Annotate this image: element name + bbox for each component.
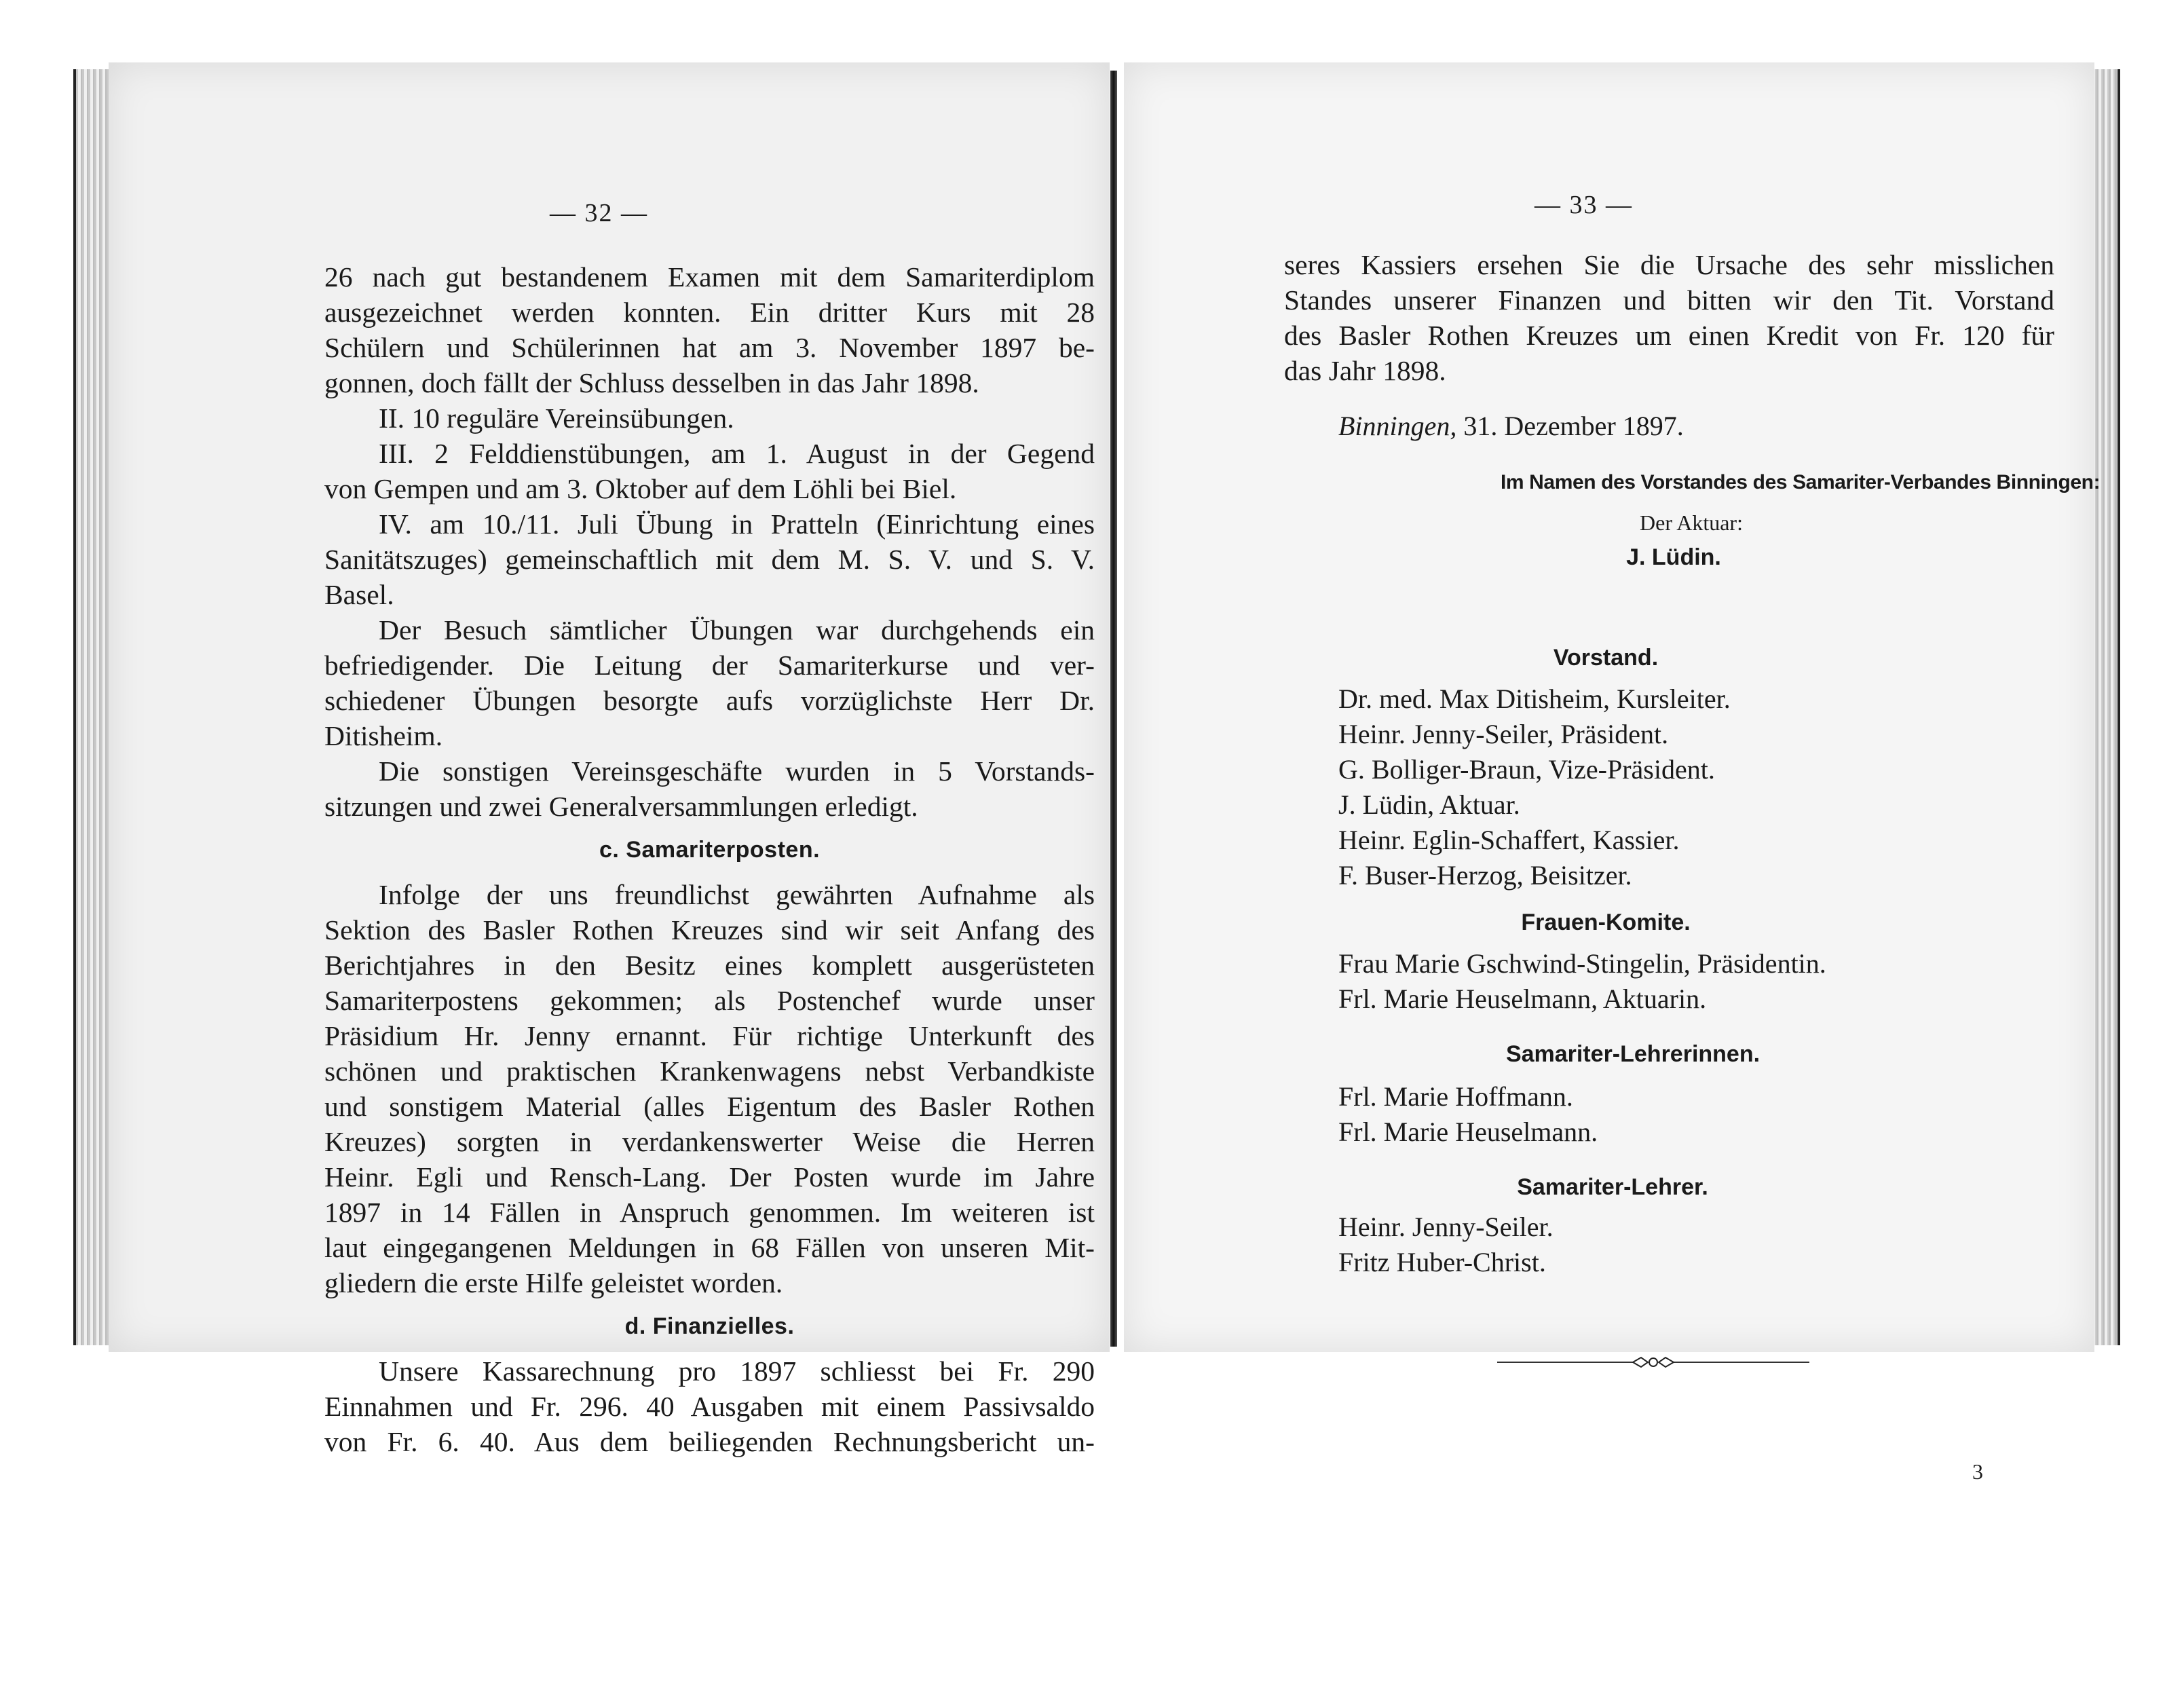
- list-item: F. Buser-Herzog, Beisitzer.: [1338, 860, 1632, 891]
- lehrer-list: [1338, 1210, 1554, 1280]
- paragraph-sonstige: Die sonstigen Vereinsgeschäfte wurden in 5 Vorstands-: [379, 755, 1095, 787]
- aktuar-label: Der Aktuar:: [1640, 510, 1743, 535]
- text-line: und sonstigem Material (alles Eigentum des Basler Rothen: [324, 1091, 1095, 1122]
- text-line: Ditisheim.: [324, 720, 443, 751]
- text-line: Samariterpostens gekommen; als Postenchef wurde unser: [324, 985, 1095, 1016]
- lehrer-heading: Samariter-Lehrer.: [1517, 1174, 1708, 1200]
- text-line: seres Kassiers ersehen Sie die Ursache des sehr misslichen: [1284, 249, 2054, 280]
- text-line: des Basler Rothen Kreuzes um einen Kredit von Fr. 120 für: [1284, 320, 2054, 351]
- right-page-edges: [2090, 69, 2120, 1345]
- date-value: 31. Dezember 1897.: [1463, 411, 1684, 441]
- list-item-iii: III. 2 Felddienstübungen, am 1. August in der Gegend: [379, 438, 1095, 469]
- text-line: Basel.: [324, 579, 394, 610]
- list-item-iv: IV. am 10./11. Juli Übung in Pratteln (Einrichtung eines: [379, 508, 1095, 540]
- list-item: Heinr. Jenny-Seiler.: [1338, 1212, 1554, 1242]
- text-line: ausgezeichnet werden konnten. Ein dritter Kurs mit 28: [324, 297, 1095, 328]
- list-item: Frl. Marie Hoffmann.: [1338, 1081, 1573, 1112]
- text-line: gonnen, doch fällt der Schluss desselben in das Jahr 1898.: [324, 367, 979, 398]
- text-line: Einnahmen und Fr. 296. 40 Ausgaben mit einem Passivsaldo: [324, 1391, 1095, 1422]
- text-line: schönen und praktischen Krankenwagens nebst Verbandkiste: [324, 1055, 1095, 1087]
- ornament-divider: [1497, 1352, 1809, 1372]
- date-place: Binningen,: [1338, 411, 1457, 441]
- signature-heading: Im Namen des Vorstandes des Samariter-Verbandes Binningen:: [1501, 471, 2101, 493]
- list-item: J. Lüdin, Aktuar.: [1338, 789, 1520, 820]
- text-line: Heinr. Egli und Rensch-Lang. Der Posten wurde im Jahre: [324, 1161, 1095, 1193]
- list-item: Heinr. Jenny-Seiler, Präsident.: [1338, 719, 1669, 749]
- left-page: [109, 62, 1110, 1457]
- lehrerinnen-list: [1338, 1079, 1598, 1150]
- book-spine: [1110, 71, 1117, 1347]
- paragraph-posten: Infolge der uns freundlichst gewährten Aufnahme als: [379, 879, 1095, 910]
- vorstand-heading: Vorstand.: [1553, 645, 1659, 671]
- left-page-folio: — 32 —: [550, 199, 648, 227]
- list-item: Heinr. Eglin-Schaffert, Kassier.: [1338, 825, 1680, 855]
- text-line: laut eingegangenen Meldungen in 68 Fällen von unseren Mit-: [324, 1232, 1095, 1263]
- right-page-body: [1284, 247, 2054, 388]
- text-line: von Gempen und am 3. Oktober auf dem Löhli bei Biel.: [324, 473, 957, 504]
- text-line: Präsidium Hr. Jenny ernannt. Für richtige Unterkunft des: [324, 1020, 1095, 1051]
- text-line: 1897 in 14 Fällen in Anspruch genommen. Im weiteren ist: [324, 1197, 1095, 1228]
- right-page: [1124, 62, 2101, 1484]
- section-heading-c: c. Samariterposten.: [599, 837, 821, 863]
- text-line: gliedern die erste Hilfe geleistet worden.: [324, 1267, 783, 1298]
- date-line: [1338, 409, 1684, 444]
- list-item: Frl. Marie Heuselmann, Aktuarin.: [1338, 984, 1707, 1014]
- aktuar-name: J. Lüdin.: [1626, 544, 1721, 570]
- left-page-body: [324, 259, 1095, 1459]
- list-item: Fritz Huber-Christ.: [1338, 1247, 1546, 1277]
- signature-mark: 3: [1972, 1459, 1983, 1484]
- text-line: Sektion des Basler Rothen Kreuzes sind wir seit Anfang des: [324, 914, 1095, 945]
- paragraph-finanz: Unsere Kassarechnung pro 1897 schliesst bei Fr. 290: [379, 1355, 1095, 1387]
- text-line: Kreuzes) sorgten in verdankenswerter Weise die Herren: [324, 1126, 1095, 1157]
- list-item: Frau Marie Gschwind-Stingelin, Präsidentin.: [1338, 948, 1826, 979]
- text-line: von Fr. 6. 40. Aus dem beiliegenden Rechnungsbericht un-: [324, 1426, 1095, 1457]
- text-line: sitzungen und zwei Generalversammlungen erledigt.: [324, 791, 918, 822]
- frauen-list: [1338, 946, 1826, 1017]
- frauen-heading: Frauen-Komite.: [1521, 910, 1691, 935]
- text-line: 26 nach gut bestandenem Examen mit dem Samariterdiplom: [324, 261, 1095, 293]
- text-line: Schülern und Schülerinnen hat am 3. November 1897 be-: [324, 332, 1095, 363]
- vorstand-list: [1338, 681, 1731, 893]
- list-item: Frl. Marie Heuselmann.: [1338, 1117, 1598, 1147]
- text-line: das Jahr 1898.: [1284, 355, 1446, 386]
- text-line: Sanitätszuges) gemeinschaftlich mit dem M. S. V. und S. V.: [324, 544, 1095, 575]
- text-line: Berichtjahres in den Besitz eines komplett ausgerüsteten: [324, 950, 1095, 981]
- right-page-folio: — 33 —: [1535, 191, 1633, 219]
- paragraph-besuch: Der Besuch sämtlicher Übungen war durchgehends ein: [379, 614, 1095, 645]
- text-line: befriedigender. Die Leitung der Samariterkurse und ver-: [324, 650, 1095, 681]
- section-heading-d: d. Finanzielles.: [624, 1313, 795, 1339]
- list-item: Dr. med. Max Ditisheim, Kursleiter.: [1338, 683, 1731, 714]
- text-line: Standes unserer Finanzen und bitten wir den Tit. Vorstand: [1284, 284, 2054, 316]
- text-line: schiedener Übungen besorgte aufs vorzüglichste Herr Dr.: [324, 685, 1095, 716]
- open-book: [73, 62, 2120, 1484]
- list-item-ii: II. 10 reguläre Vereinsübungen.: [379, 402, 734, 434]
- lehrerinnen-heading: Samariter-Lehrerinnen.: [1505, 1041, 1761, 1067]
- list-item: G. Bolliger-Braun, Vize-Präsident.: [1338, 754, 1715, 785]
